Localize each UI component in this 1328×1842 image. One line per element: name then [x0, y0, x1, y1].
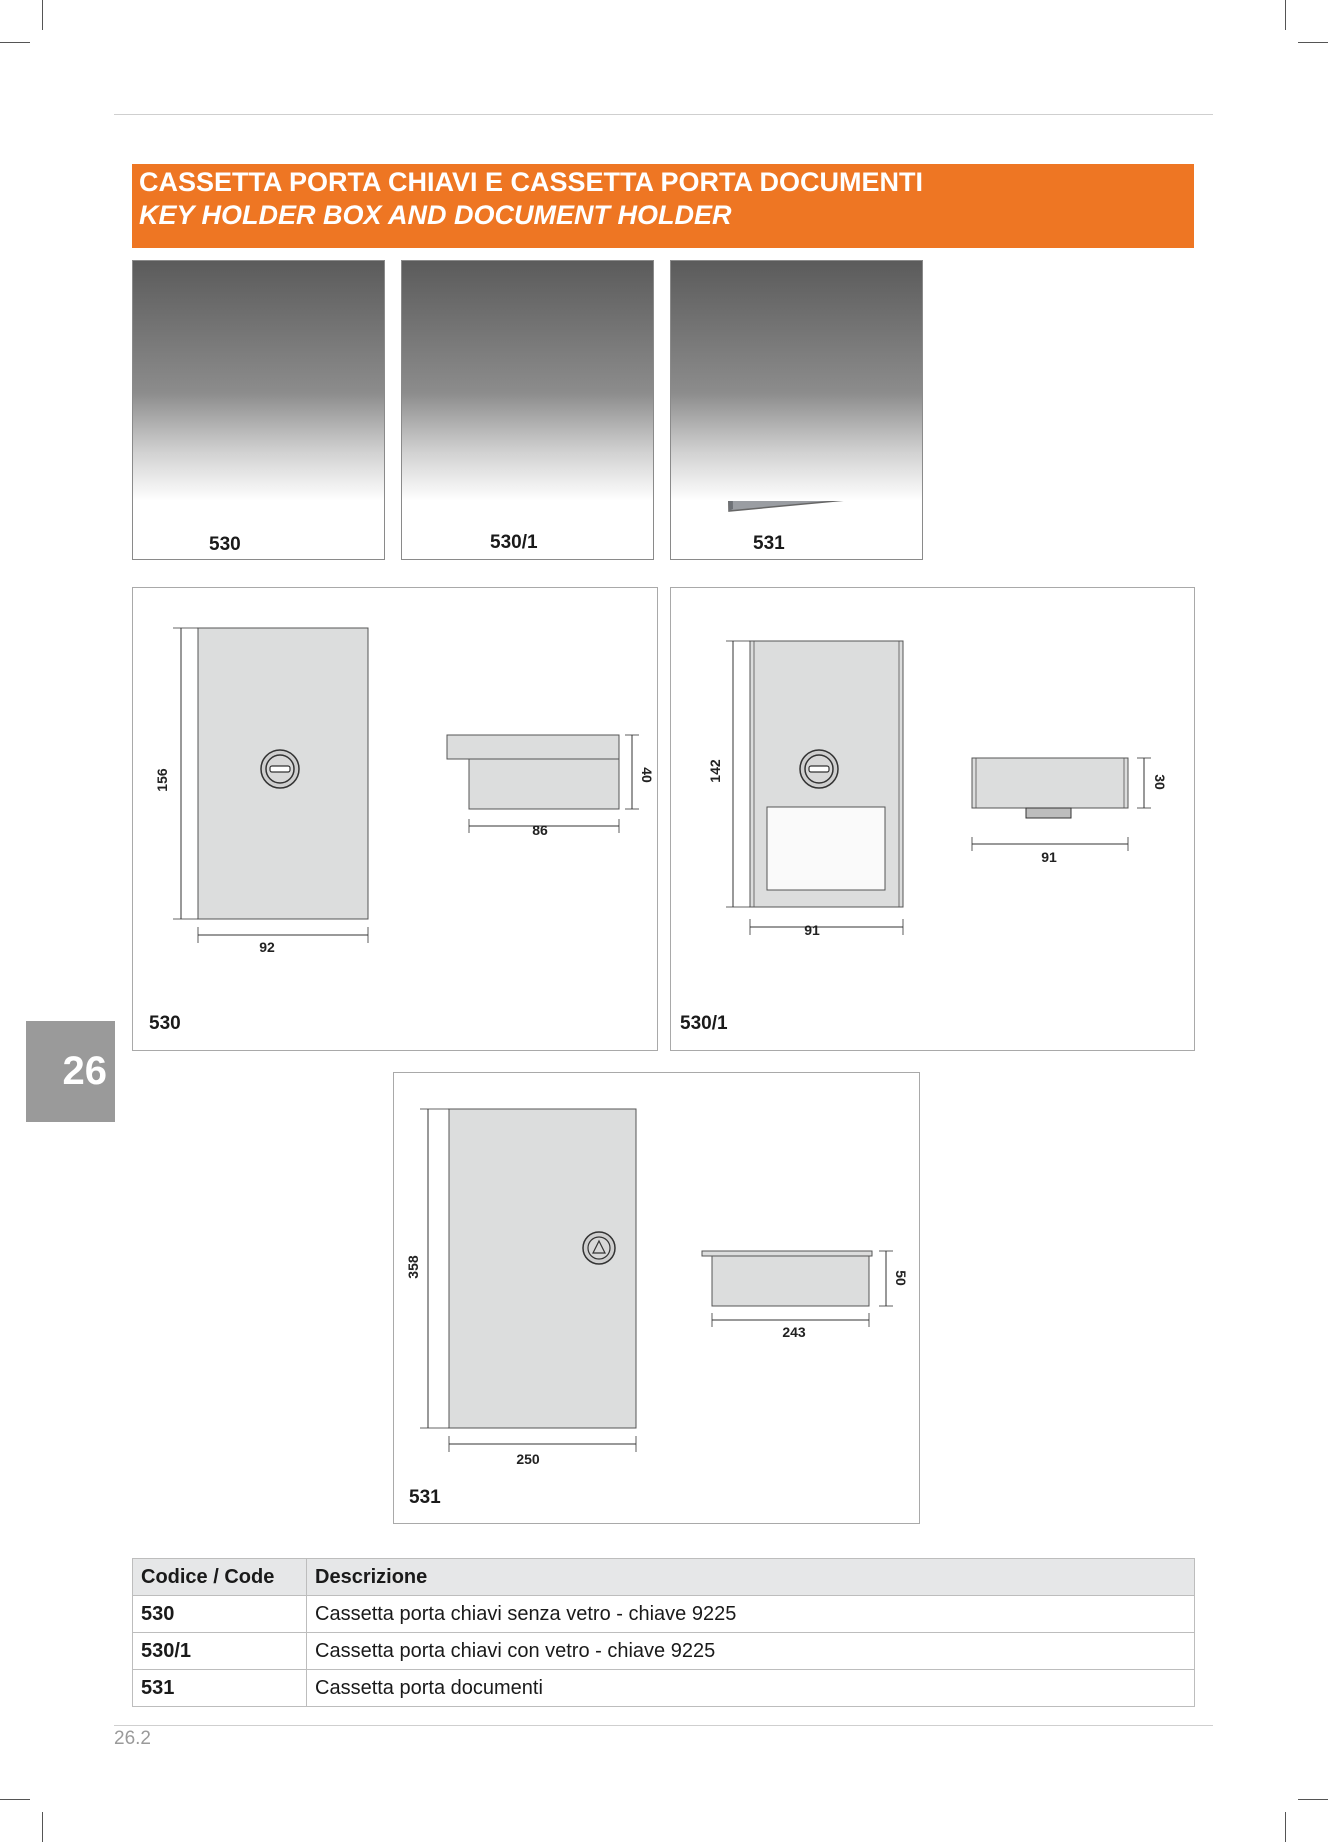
dimension-depth: 40 — [639, 767, 655, 783]
crop-mark — [42, 0, 43, 30]
row-description: Cassetta porta documenti — [307, 1670, 1195, 1707]
row-code: 531 — [133, 1670, 307, 1707]
crop-mark — [1298, 42, 1328, 43]
title-english: KEY HOLDER BOX AND DOCUMENT HOLDER — [139, 200, 732, 230]
row-description: Cassetta porta chiavi con vetro - chiave 9225 — [307, 1633, 1195, 1670]
title-banner — [132, 164, 1194, 248]
table-row — [133, 1633, 1195, 1670]
column-header-description: Descrizione — [307, 1559, 1195, 1596]
table-header-row — [133, 1559, 1195, 1596]
product-photo-530 — [132, 260, 385, 560]
row-code: 530 — [133, 1596, 307, 1633]
dimension-width: 91 — [804, 922, 820, 938]
crop-mark — [0, 1799, 30, 1800]
drawing-code: 530/1 — [680, 1013, 728, 1034]
crop-mark — [1298, 1799, 1328, 1800]
dimension-width: 92 — [259, 939, 275, 955]
drawing-code: 530 — [149, 1013, 181, 1034]
dimension-depth: 50 — [893, 1270, 909, 1286]
photo-code: 530/1 — [490, 532, 538, 553]
dimension-side-width: 243 — [782, 1324, 806, 1340]
page-number: 26.2 — [114, 1728, 151, 1749]
section-tab — [26, 1021, 115, 1122]
row-code: 530/1 — [133, 1633, 307, 1670]
drawing-code: 531 — [409, 1487, 441, 1508]
crop-mark — [1285, 0, 1286, 30]
photo-code: 531 — [753, 533, 785, 554]
product-photo-531 — [670, 260, 923, 560]
dimension-height: 142 — [707, 759, 723, 783]
dimension-depth: 30 — [1152, 774, 1168, 790]
table-row — [133, 1596, 1195, 1633]
dimension-height: 156 — [154, 768, 170, 792]
dimension-width: 250 — [516, 1451, 540, 1467]
section-number: 26 — [62, 1049, 107, 1093]
photo-code: 530 — [209, 534, 241, 555]
column-header-code: Codice / Code — [133, 1559, 307, 1596]
technical-drawing-531 — [393, 1072, 920, 1524]
bottom-rule — [114, 1725, 1213, 1726]
technical-drawing-530-1 — [670, 587, 1195, 1051]
crop-mark — [0, 42, 30, 43]
table-row — [133, 1670, 1195, 1707]
product-table — [132, 1558, 1195, 1707]
crop-mark — [42, 1812, 43, 1842]
dimension-height: 358 — [405, 1255, 421, 1279]
dimension-side-width: 86 — [532, 822, 548, 838]
crop-mark — [1285, 1812, 1286, 1842]
technical-drawing-530 — [132, 587, 658, 1051]
product-photo-530-1 — [401, 260, 654, 560]
dimension-side-width: 91 — [1041, 849, 1057, 865]
title-italian: CASSETTA PORTA CHIAVI E CASSETTA PORTA DOCUMENTI — [139, 167, 924, 197]
top-rule — [114, 114, 1213, 115]
row-description: Cassetta porta chiavi senza vetro - chiave 9225 — [307, 1596, 1195, 1633]
